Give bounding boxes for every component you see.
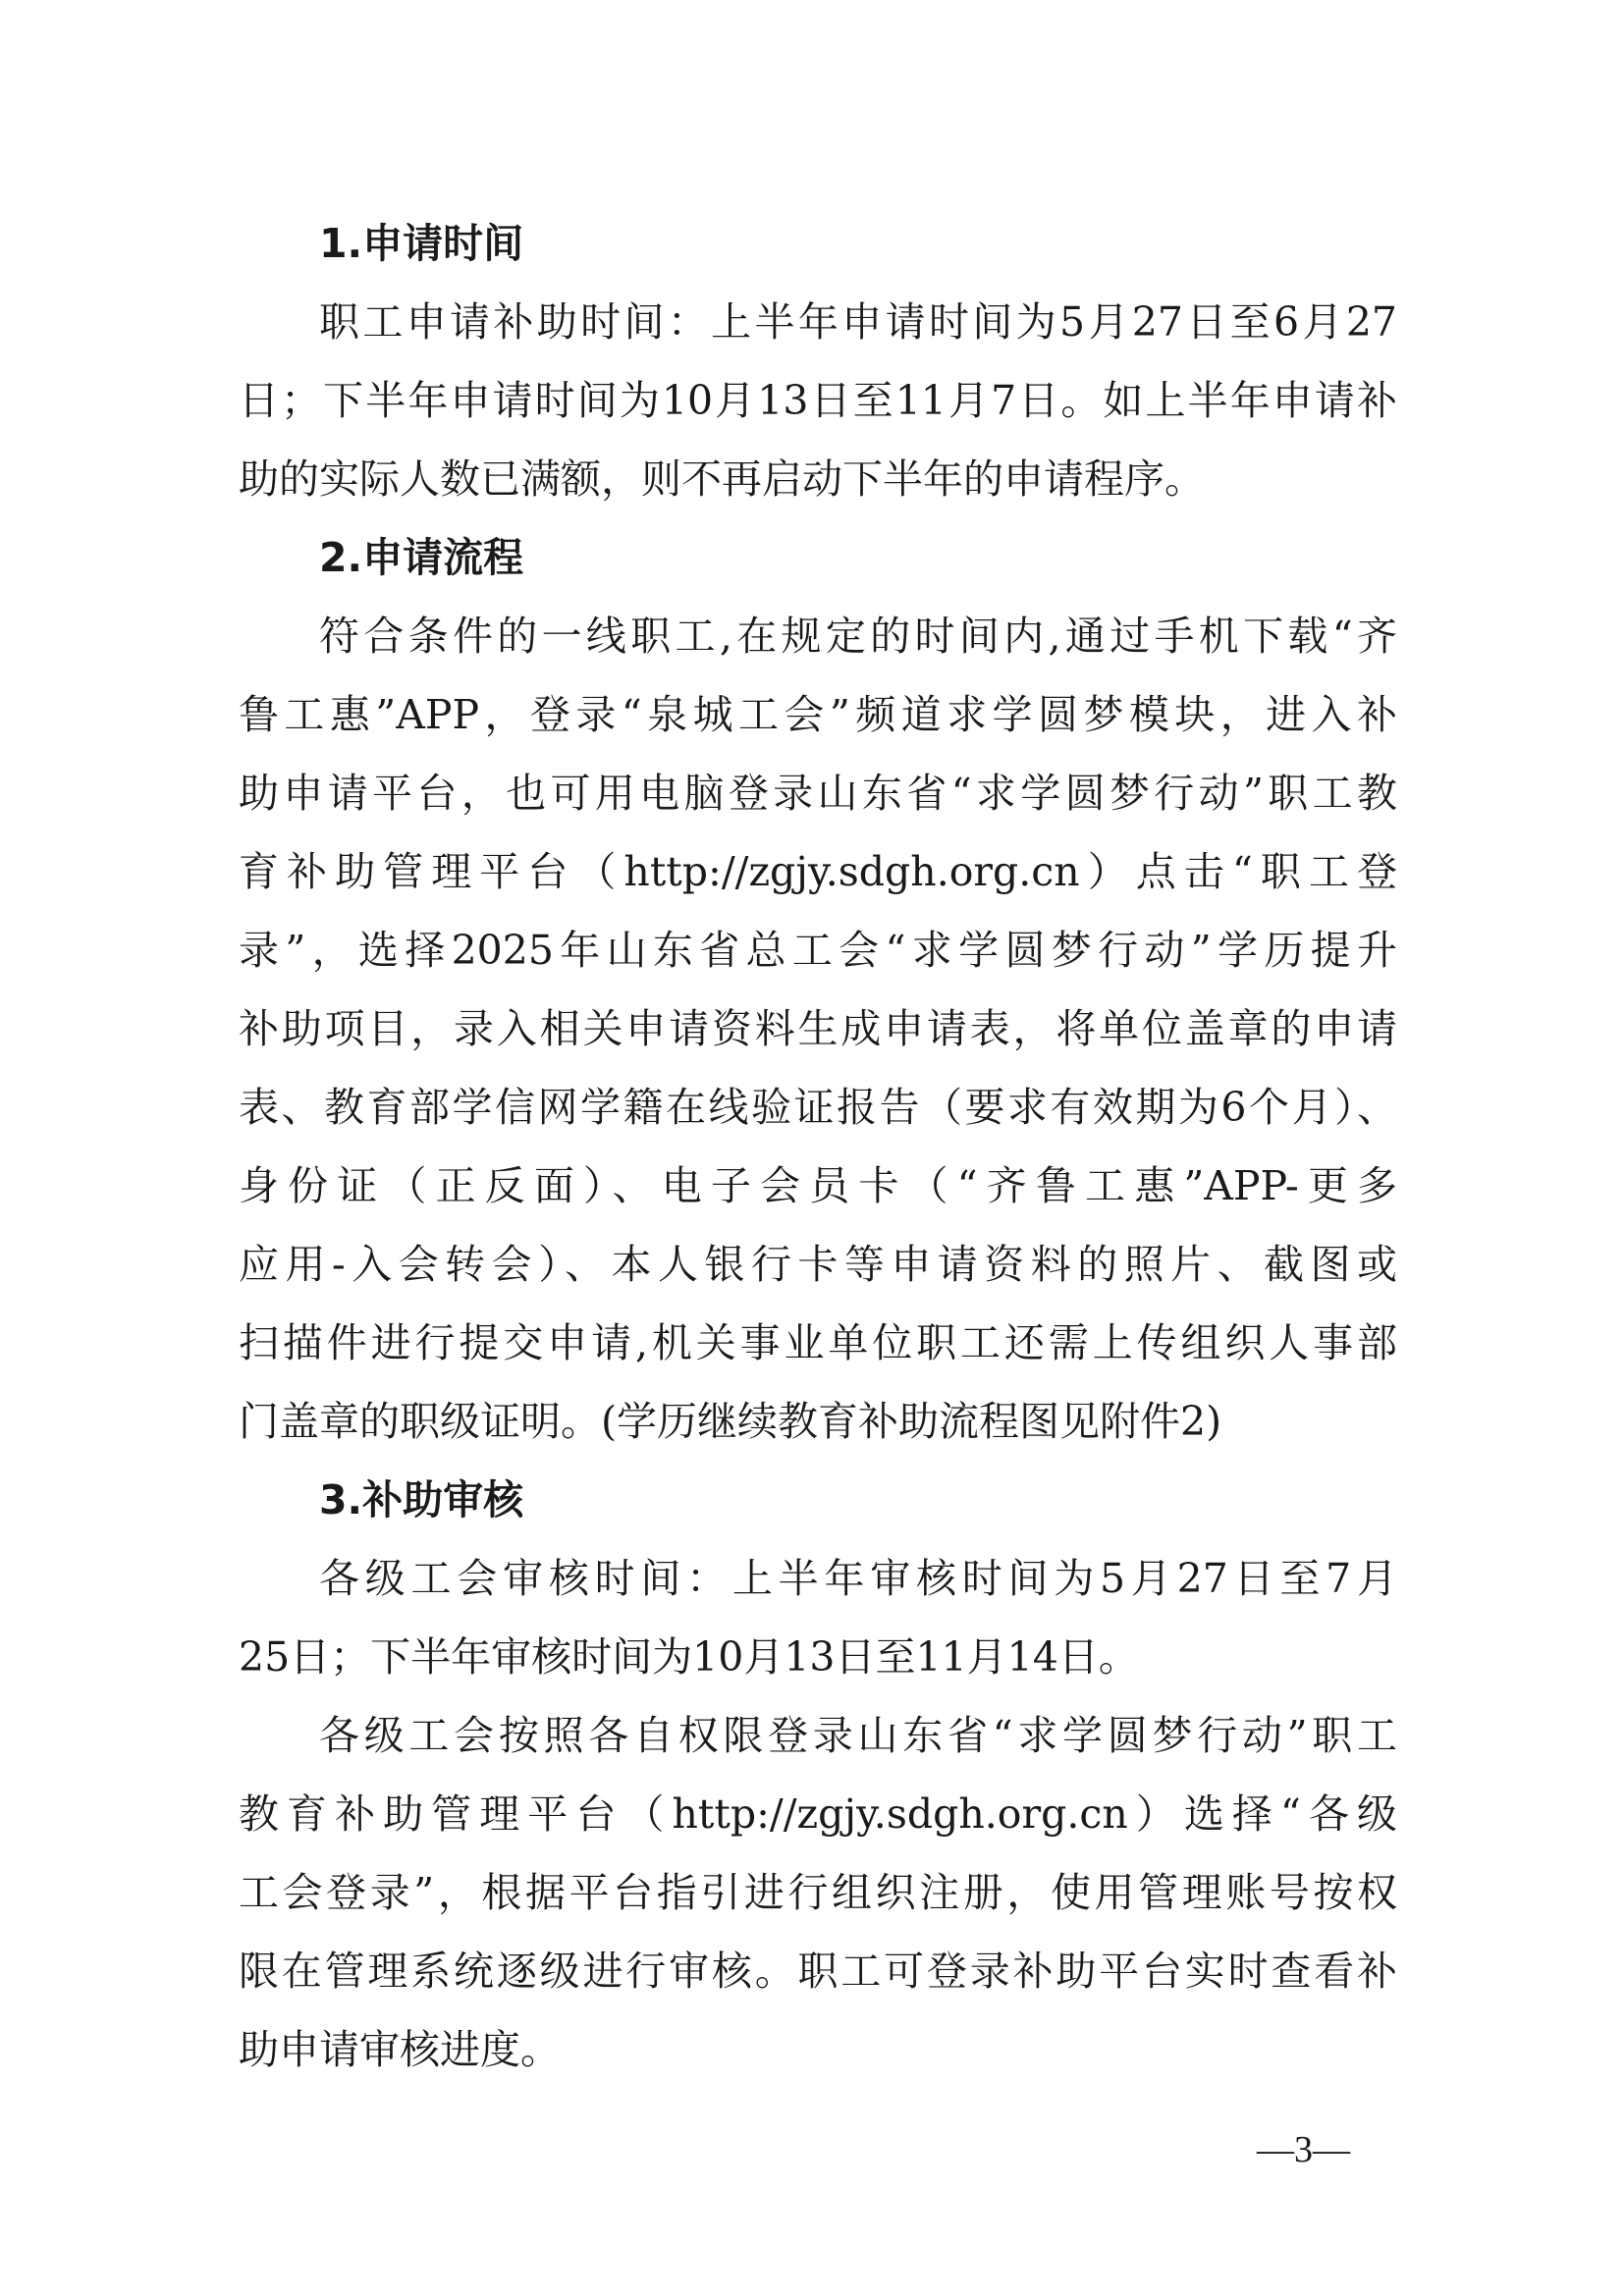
paragraph — [239, 1696, 1397, 2089]
text-line: 扫描件进行提交申请,机关事业单位职工还需上传组织人事部 — [239, 1319, 1397, 1366]
paragraph — [239, 597, 1397, 1461]
text-line: 补助项目，录入相关申请资料生成申请表，将单位盖章的申请 — [239, 1005, 1397, 1052]
text-line: 各级工会审核时间：上半年审核时间为5月27日至7月 — [319, 1555, 1397, 1602]
section-subsidy-review — [239, 1461, 1397, 2089]
text-line: 表、教育部学信网学籍在线验证报告（要求有效期为6个月）、 — [239, 1084, 1397, 1131]
section-application-process — [239, 518, 1397, 1461]
text-line: 符合条件的一线职工,在规定的时间内,通过手机下载“齐 — [319, 613, 1397, 660]
page-number: —3— — [1257, 2129, 1350, 2170]
text-line: 助申请审核进度。 — [239, 2026, 561, 2073]
text-line: 限在管理系统逐级进行审核。职工可登录补助平台实时查看补 — [239, 1948, 1397, 1995]
text-line: 日；下半年申请时间为10月13日至11月7日。如上半年申请补 — [239, 377, 1397, 424]
section-heading: 3.补助审核 — [319, 1476, 524, 1523]
text-line: 门盖章的职级证明。(学历继续教育补助流程图见附件2) — [239, 1398, 1222, 1445]
text-line: 职工申请补助时间：上半年申请时间为5月27日至6月27 — [319, 298, 1397, 346]
paragraph — [239, 1539, 1397, 1696]
text-line: 教育补助管理平台（http://zgjy.sdgh.org.cn）选择“各级 — [239, 1790, 1397, 1838]
section-heading: 1.申请时间 — [319, 220, 524, 267]
text-line: 应用-入会转会）、本人银行卡等申请资料的照片、截图或 — [239, 1241, 1397, 1288]
text-line: 助申请平台，也可用电脑登录山东省“求学圆梦行动”职工教 — [239, 770, 1397, 817]
document-page — [239, 204, 1397, 2089]
text-line: 各级工会按照各自权限登录山东省“求学圆梦行动”职工 — [319, 1712, 1397, 1759]
text-line: 工会登录”，根据平台指引进行组织注册，使用管理账号按权 — [239, 1869, 1397, 1916]
text-line: 育补助管理平台（http://zgjy.sdgh.org.cn）点击“职工登 — [239, 848, 1397, 895]
text-line: 录”，选择2025年山东省总工会“求学圆梦行动”学历提升 — [239, 927, 1397, 974]
paragraph — [239, 283, 1397, 518]
section-heading: 2.申请流程 — [319, 534, 524, 581]
section-application-time — [239, 204, 1397, 518]
text-line: 助的实际人数已满额，则不再启动下半年的申请程序。 — [239, 455, 1205, 503]
text-line: 身份证（正反面）、电子会员卡（“齐鲁工惠”APP-更多 — [239, 1162, 1397, 1209]
text-line: 25日；下半年审核时间为10月13日至11月14日。 — [239, 1633, 1139, 1681]
text-line: 鲁工惠”APP，登录“泉城工会”频道求学圆梦模块，进入补 — [239, 691, 1397, 738]
